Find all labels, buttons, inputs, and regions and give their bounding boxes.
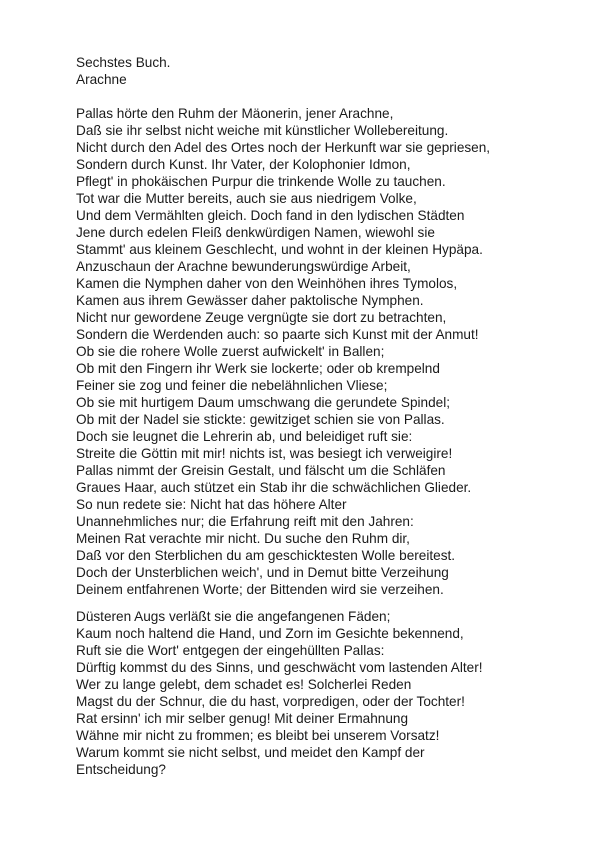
verse-line: Ruft sie die Wort' entgegen der eingehüllten Pallas: xyxy=(76,643,385,658)
verse-line: Pflegt' in phokäischen Purpur die trinkende Wolle zu tauchen. xyxy=(76,174,446,189)
stanza-1 xyxy=(76,105,490,462)
verse-line: Graues Haar, auch stützet ein Stab ihr die schwächlichen Glieder. xyxy=(76,480,472,495)
verse-line: Entscheidung? xyxy=(76,762,166,777)
verse-line: Feiner sie zog und feiner die nebelähnlichen Vliese; xyxy=(76,378,388,393)
verse-line: Ob sie die rohere Wolle zuerst aufwickelt' in Ballen; xyxy=(76,344,385,359)
verse-line: Doch sie leugnet die Lehrerin ab, und beleidiget ruft sie: xyxy=(76,429,413,444)
stanza-3 xyxy=(76,608,483,778)
verse-line: Ob mit den Fingern ihr Werk sie lockerte; oder ob krempelnd xyxy=(76,361,440,376)
verse-line: Nicht durch den Adel des Ortes noch der Herkunft war sie gepriesen, xyxy=(76,140,491,155)
verse-line: Sondern die Werdenden auch: so paarte sich Kunst mit der Anmut! xyxy=(76,327,479,342)
verse-line: Stammt' aus kleinem Geschlecht, und wohnt in der kleinen Hypäpa. xyxy=(76,242,483,257)
verse-line: Anzuschaun der Arachne bewunderungswürdige Arbeit, xyxy=(76,259,411,274)
verse-line: Ob mit der Nadel sie stickte: gewitziget schien sie von Pallas. xyxy=(76,412,445,427)
stanza-2 xyxy=(76,462,471,598)
verse-line: Kamen die Nymphen daher von den Weinhöhen ihres Tymolos, xyxy=(76,276,458,291)
verse-line: Daß vor den Sterblichen du am geschicktesten Wolle bereitest. xyxy=(76,548,456,563)
verse-line: Kaum noch haltend die Hand, und Zorn im Gesichte bekennend, xyxy=(76,626,464,641)
verse-line: Nicht nur gewordene Zeuge vergnügte sie dort zu betrachten, xyxy=(76,310,447,325)
verse-line: Kamen aus ihrem Gewässer daher paktolische Nymphen. xyxy=(76,293,424,308)
verse-line: Jene durch edelen Fleiß denkwürdigen Namen, wiewohl sie xyxy=(76,225,435,240)
verse-line: Warum kommt sie nicht selbst, und meidet den Kampf der xyxy=(76,745,425,760)
book-title: Sechstes Buch. xyxy=(76,55,171,70)
verse-line: Pallas hörte den Ruhm der Mäonerin, jener Arachne, xyxy=(76,106,394,121)
verse-line: Wähne mir nicht zu frommen; es bleibt bei unserem Vorsatz! xyxy=(76,728,440,743)
verse-line: Dürftig kommst du des Sinns, und geschwächt vom lastenden Alter! xyxy=(76,660,483,675)
verse-line: Rat ersinn' ich mir selber genug! Mit deiner Ermahnung xyxy=(76,711,409,726)
verse-line: Streite die Göttin mit mir! nichts ist, was besiegt ich verweigire! xyxy=(76,446,453,461)
verse-line: Tot war die Mutter bereits, auch sie aus niedrigem Volke, xyxy=(76,191,417,206)
verse-line: Wer zu lange gelebt, dem schadet es! Solcherlei Reden xyxy=(76,677,412,692)
verse-line: Doch der Unsterblichen weich', und in Demut bitte Verzeihung xyxy=(76,565,449,580)
verse-line: Magst du der Schnur, die du hast, vorpredigen, oder der Tochter! xyxy=(76,694,465,709)
verse-line: Meinen Rat verachte mir nicht. Du suche den Ruhm dir, xyxy=(76,531,410,546)
verse-line: Sondern durch Kunst. Ihr Vater, der Kolophonier Idmon, xyxy=(76,157,411,172)
verse-line: Ob sie mit hurtigem Daum umschwang die gerundete Spindel; xyxy=(76,395,451,410)
verse-line: Deinem entfahrenen Worte; der Bittenden wird sie verzeihen. xyxy=(76,582,444,597)
verse-line: So nun redete sie: Nicht hat das höhere Alter xyxy=(76,497,347,512)
verse-line: Pallas nimmt der Greisin Gestalt, und fälscht um die Schläfen xyxy=(76,463,446,478)
verse-line: Daß sie ihr selbst nicht weiche mit künstlicher Wollebereitung. xyxy=(76,123,449,138)
verse-line: Düsteren Augs verläßt sie die angefangenen Fäden; xyxy=(76,609,391,624)
header xyxy=(76,54,170,88)
verse-line: Unannehmliches nur; die Erfahrung reift mit den Jahren: xyxy=(76,514,414,529)
chapter-title: Arachne xyxy=(76,72,127,87)
verse-line: Und dem Vermählten gleich. Doch fand in den lydischen Städten xyxy=(76,208,465,223)
